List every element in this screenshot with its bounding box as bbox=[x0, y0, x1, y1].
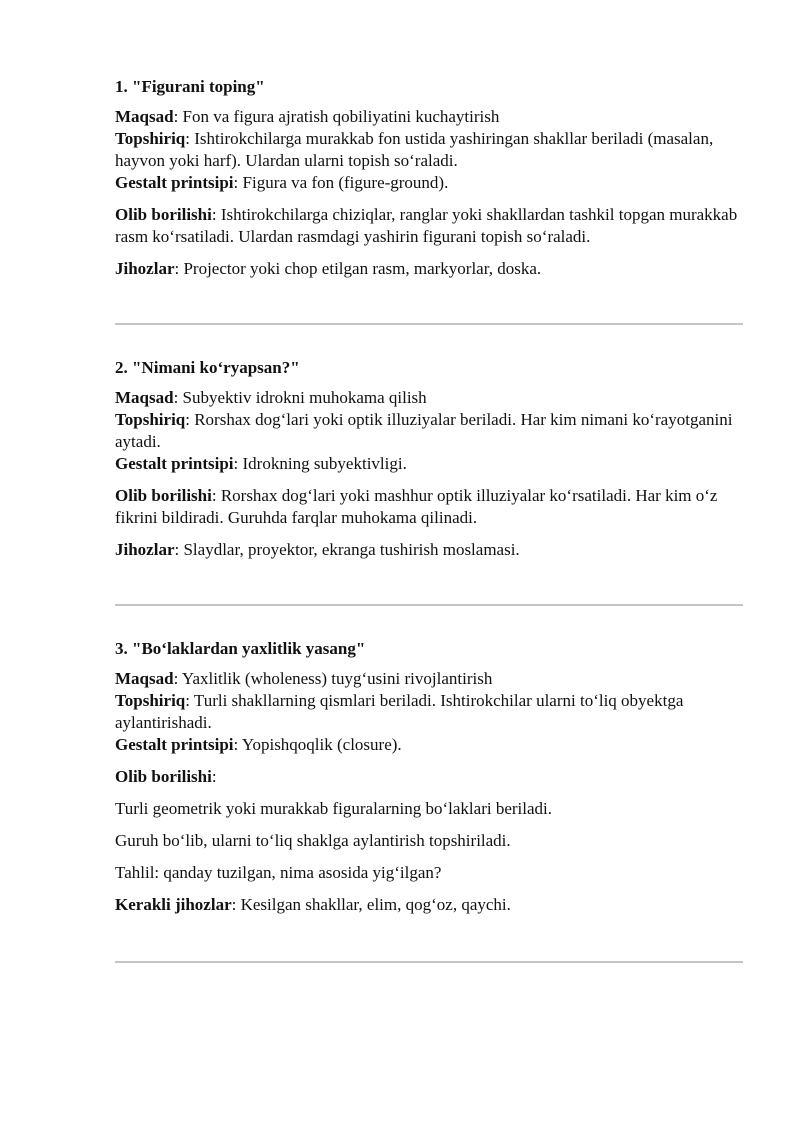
goal-label: Maqsad bbox=[115, 388, 174, 407]
gestalt-line bbox=[115, 172, 745, 194]
goal-line bbox=[115, 668, 745, 690]
procedure-text: : Rorshax dog‘lari yoki mashhur optik illuziyalar ko‘rsatiladi. Har kim o‘z fikrini bildiradi. Guruhda farqlar muhokama qilinadi. bbox=[115, 486, 718, 527]
task-text: : Ishtirokchilarga murakkab fon ustida yashiringan shakllar beriladi (masalan, hayvon yoki harf). Ulardan ularni topish so‘raladi. bbox=[115, 129, 714, 170]
task-line bbox=[115, 128, 745, 172]
task-line bbox=[115, 690, 745, 734]
equipment-text: : Projector yoki chop etilgan rasm, markyorlar, doska. bbox=[174, 259, 542, 278]
section-title: 3. "Bo‘laklardan yaxlitlik yasang" bbox=[115, 639, 366, 658]
section-title: 2. "Nimani ko‘ryapsan?" bbox=[115, 358, 300, 377]
procedure-step: Turli geometrik yoki murakkab figuralarning bo‘laklari beriladi. bbox=[115, 799, 553, 818]
equipment-label: Jihozlar bbox=[115, 259, 175, 278]
task-text: : Turli shakllarning qismlari beriladi. Ishtirokchilar ularni to‘liq obyektga aylantirishadi. bbox=[115, 691, 684, 732]
goal-text: : Yaxlitlik (wholeness) tuyg‘usini rivojlantirish bbox=[173, 669, 493, 688]
procedure-step: Guruh bo‘lib, ularni to‘liq shaklga aylantirish topshiriladi. bbox=[115, 831, 511, 850]
gestalt-text: : Idrokning subyektivligi. bbox=[233, 454, 407, 473]
equipment-text: : Slaydlar, proyektor, ekranga tushirish moslamasi. bbox=[174, 540, 520, 559]
task-label: Topshiriq bbox=[115, 129, 186, 148]
activity-section-2 bbox=[115, 357, 745, 571]
procedure-label: Olib borilishi bbox=[115, 205, 212, 224]
section-divider bbox=[115, 604, 743, 606]
gestalt-label: Gestalt printsipi bbox=[115, 454, 234, 473]
gestalt-line bbox=[115, 453, 745, 475]
section-divider bbox=[115, 323, 743, 325]
equipment-paragraph bbox=[115, 894, 745, 916]
procedure-label: Olib borilishi bbox=[115, 767, 212, 786]
goal-text: : Fon va figura ajratish qobiliyatini kuchaytirish bbox=[173, 107, 500, 126]
goal-line bbox=[115, 387, 745, 409]
equipment-label: Jihozlar bbox=[115, 540, 175, 559]
procedure-text: : Ishtirokchilarga chiziqlar, ranglar yoki shakllardan tashkil topgan murakkab rasm ko‘rsatiladi. Ulardan rasmdagi yashirin figurani topish so‘raladi. bbox=[115, 205, 738, 246]
task-label: Topshiriq bbox=[115, 410, 186, 429]
task-label: Topshiriq bbox=[115, 691, 186, 710]
equipment-text: : Kesilgan shakllar, elim, qog‘oz, qaychi. bbox=[231, 895, 511, 914]
equipment-paragraph bbox=[115, 258, 745, 280]
procedure-label: Olib borilishi bbox=[115, 486, 212, 505]
task-line bbox=[115, 409, 745, 453]
section-divider bbox=[115, 961, 743, 963]
procedure-text: : bbox=[211, 767, 217, 786]
procedure-heading bbox=[115, 766, 745, 788]
activity-section-3 bbox=[115, 638, 745, 926]
gestalt-text: : Yopishqoqlik (closure). bbox=[233, 735, 402, 754]
section-title: 1. "Figurani toping" bbox=[115, 77, 265, 96]
gestalt-label: Gestalt printsipi bbox=[115, 735, 234, 754]
procedure-paragraph bbox=[115, 204, 745, 248]
activity-section-1 bbox=[115, 76, 745, 290]
procedure-paragraph bbox=[115, 485, 745, 529]
goal-label: Maqsad bbox=[115, 107, 174, 126]
gestalt-line bbox=[115, 734, 745, 756]
procedure-step: Tahlil: qanday tuzilgan, nima asosida yig‘ilgan? bbox=[115, 863, 442, 882]
gestalt-label: Gestalt printsipi bbox=[115, 173, 234, 192]
equipment-paragraph bbox=[115, 539, 745, 561]
goal-text: : Subyektiv idrokni muhokama qilish bbox=[173, 388, 427, 407]
goal-label: Maqsad bbox=[115, 669, 174, 688]
task-text: : Rorshax dog‘lari yoki optik illuziyalar beriladi. Har kim nimani ko‘rayotganini aytadi. bbox=[115, 410, 733, 451]
goal-line bbox=[115, 106, 745, 128]
gestalt-text: : Figura va fon (figure-ground). bbox=[233, 173, 449, 192]
equipment-label: Kerakli jihozlar bbox=[115, 895, 232, 914]
